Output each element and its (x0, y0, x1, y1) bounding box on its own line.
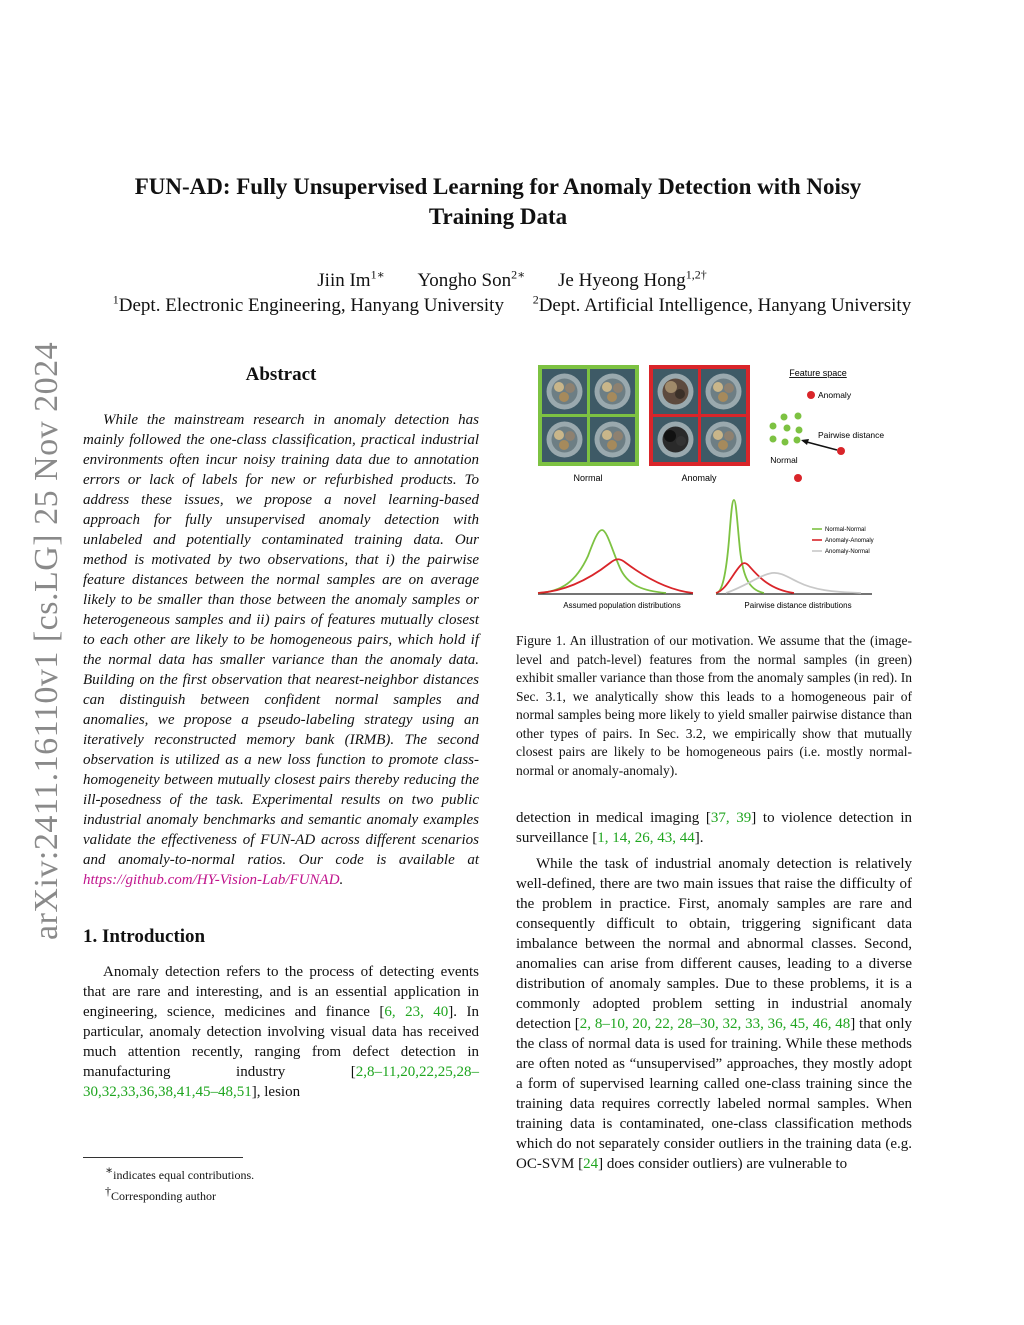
arrow-head (801, 439, 809, 445)
footnotes (83, 1157, 479, 1204)
citation-link[interactable]: 6, 23, 40 (384, 1004, 449, 1020)
normal-population-curve (538, 530, 666, 593)
paper-title: FUN-AD: Fully Unsupervised Learning for Anomaly Detection with Noisy Training Data (134, 174, 862, 229)
pairwise-distance-label: Pairwise distance (818, 430, 885, 440)
figure-1-caption: Figure 1. An illustration of our motivation. We assume that the (image-level and patch-level) features from the normal samples (in green) exhibit smaller variance than those from the anomaly samples (in red). In Sec. 3.1, we analytically show this leads to a homogeneous pair of normal samples being more likely to yield smaller pairwise distance than other types of pairs. In Sec. 3.2, we empirically show that mutually closest pairs are likely to be homogeneous pairs (i.e. mostly normal-normal or anomaly-anomaly). (516, 633, 912, 778)
arxiv-identifier: arXiv:2411.16110v1 [cs.LG] 25 Nov 2024 (28, 341, 65, 940)
distance-legend (812, 527, 874, 555)
code-link[interactable]: https://github.com/HY-Vision-Lab/FUNAD (83, 872, 340, 888)
author-3: Je Hyeong Hong$^{1,2\dagger}$ (558, 268, 707, 292)
svg-text:Anomaly-Anomaly: Anomaly-Anomaly (825, 538, 874, 544)
anomaly-legend-dot (807, 391, 815, 399)
affiliation-1: $^1$Dept. Electronic Engineering, Hanyang University (112, 293, 504, 317)
citation-link[interactable]: 1, 14, 26, 43, 44 (597, 830, 695, 846)
normal-feature-cluster (770, 413, 803, 446)
intro-heading: 1. Introduction (83, 926, 206, 947)
feature-space-label: Feature space (789, 368, 847, 378)
right-column (516, 360, 912, 1174)
author-1: Jiin $Im^{1∗}$ (317, 268, 385, 292)
figure-1-graphic (516, 360, 912, 628)
author-2: Yongho Son$^{2∗}$ (417, 268, 526, 292)
anomaly-feature-point (837, 447, 845, 455)
anomaly-panel-label: Anomaly (681, 473, 717, 483)
pairwise-distance-arrow (803, 441, 837, 450)
citation-link[interactable]: 2,8–11,20,22,25,28–30,32,33,36,38,41,45–48,51 (83, 1064, 479, 1100)
abstract-text: While the mainstream research in anomaly detection has mainly followed the one-class classification, practical industrial environments often incur noisy training data due to annotation errors or lack of labels for new or refurbished products. To address these issues, we propose a novel learning-based approach for fully unsupervised anomaly detection with unlabeled and potentially contaminated training data. Our method is motivated by two observations, that i) the pairwise feature distances between the normal samples are on average likely to be smaller than those between the anomaly samples or heterogeneous samples and ii) pairs of features mutually closest to each other are likely to be homogeneous pairs, which hold if the normal data has smaller variance than the anomaly data. Building on the first observation that nearest-neighbor distances can distinguish between confident normal samples and anomalies, we propose a pseudo-labeling strategy using an iteratively reconstructed memory bank (IRMB). The second observation is utilized as a new loss function to promote class-homogeneity between mutually closest pairs thereby reducing the ill-posedness of the task. Experimental results on two public industrial anomaly benchmarks and semantic anomaly examples validate the effectiveness of FUN-AD across different scenarios and anomaly-to-normal ratios. Our code is available at https://github.com/HY-Vision-Lab/FUNAD. (83, 412, 479, 888)
citation-link[interactable]: 37, 39 (710, 810, 752, 826)
svg-text:Normal-Normal: Normal-Normal (825, 527, 866, 533)
citation-link[interactable]: 24 (583, 1156, 599, 1172)
intro-paragraph-1-continued: detection in medical imaging [37, 39] to violence detection in surveillance [1, 14, 26, 43, 44]. (516, 810, 912, 846)
normal-panel-label: Normal (573, 473, 603, 483)
affiliation-2: $^2$Dept. Artificial Intelligence, Hanyang University (532, 293, 912, 317)
anomaly-feature-point (794, 474, 802, 482)
footnote-1: ∗indicates equal contributions. (105, 1163, 255, 1182)
right-plot-label: Pairwise distance distributions (744, 601, 852, 610)
anomaly-legend-label: Anomaly (818, 390, 852, 400)
abstract-heading: Abstract (245, 364, 317, 385)
intro-paragraph-1: Anomaly detection refers to the process of detecting events that are rare and interesting, and is an essential application in engineering, science, medicines and finance [6, 23, 40]. In particular, anomaly detection involving visual data has received much attention recently, ranging from defect detection in manufacturing industry [2,8–11,20,22,25,28–30,32,33,36,38,41,45–48,51], lesion (83, 964, 479, 1100)
affiliation-list (0, 293, 1024, 317)
left-column (83, 360, 479, 1102)
footnote-2: †Corresponding author (105, 1184, 216, 1203)
svg-text:Anomaly-Normal: Anomaly-Normal (825, 549, 870, 555)
left-plot-label: Assumed population distributions (563, 601, 681, 610)
intro-paragraph-2: While the task of industrial anomaly detection is relatively well-defined, there are two main issues that raise the difficulty of the problem in practice. First, anomaly samples are rare and consequently difficult to obtain, triggering significant data imbalance between the normal and abnormal classes. Second, anomalies can arise from different causes, leading to a diverse distribution of anomaly samples. Due to these problems, it is a commonly adopted problem setting in industrial anomaly detection [2, 8–10, 20, 22, 28–30, 32, 33, 36, 45, 46, 48] that only the class of normal data is used for training. While these methods are often noted as “unsupervised” approaches, they mostly adopt a form of supervised learning called one-class training since the training data requires correctly labeled normal samples. When training data is contaminated, one-class classification methods which do not separately consider outliers in the training data (e.g. OC-SVM [24] does consider outliers) are vulnerable to (516, 856, 912, 1172)
footnote-rule (83, 1157, 243, 1158)
author-list (0, 268, 1024, 292)
citation-link[interactable]: 2, 8–10, 20, 22, 28–30, 32, 33, 36, 45, 46, 48 (579, 1016, 851, 1032)
figure-1 (516, 360, 912, 628)
normal-cluster-label: Normal (770, 455, 798, 465)
